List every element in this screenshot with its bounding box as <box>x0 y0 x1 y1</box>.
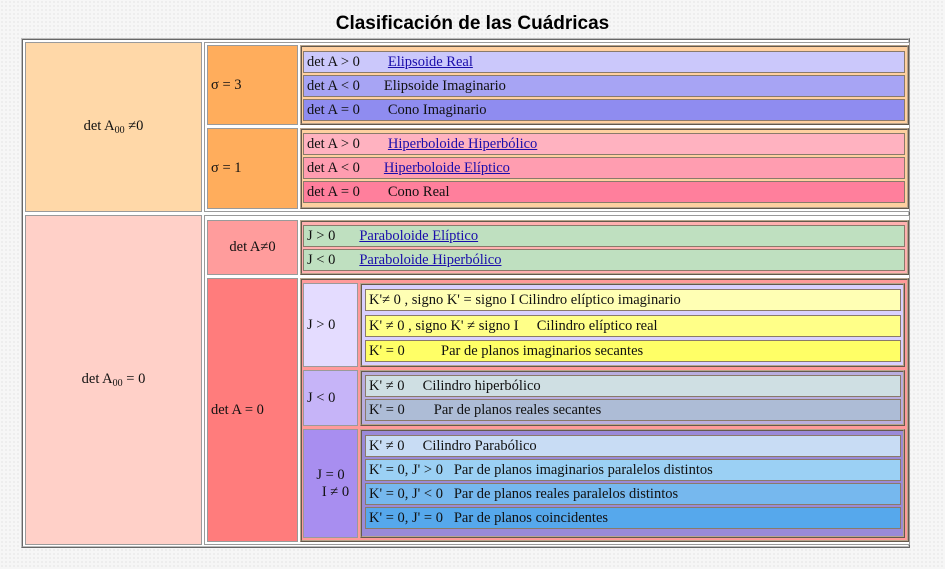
det-a00-zero-cell <box>25 215 202 545</box>
link-paraboloide-eliptico[interactable]: Paraboloide Elíptico <box>359 227 479 244</box>
det-a00-zero-label: $\det A_{00} = 0$ <box>81 371 146 389</box>
row-condition: det A > 0 <box>307 53 360 70</box>
row-hiperboloide-hiperbolico <box>303 133 905 155</box>
row-result: Cono Real <box>387 183 450 200</box>
page-title: Clasificación de las Cuádricas <box>335 13 610 34</box>
link-paraboloide-hiperbolico[interactable]: Paraboloide Hiperbólico <box>359 251 502 268</box>
row-condition: J < 0 <box>307 251 336 268</box>
j-positive-cell: J > 0 <box>303 283 358 367</box>
row-hiperboloide-eliptico <box>303 157 905 179</box>
row-condition: det A < 0 <box>307 159 360 176</box>
row-cilindro-parabolico: K' ≠ 0 Cilindro Parabólico <box>365 435 901 457</box>
row-paraboloide-hiperbolico <box>303 249 905 271</box>
row-planos-reales-secantes: K' = 0 Par de planos reales secantes <box>365 399 901 421</box>
det-a00-nonzero-label: $\det A_{00} \ne 0$ <box>83 118 144 136</box>
row-cilindro-eliptico-imaginario: K'≠ 0 , signo K' = signo I Cilindro elíptico imaginario <box>365 289 901 311</box>
row-condition: det A < 0 <box>307 77 360 94</box>
row-planos-imaginarios-secantes: K' = 0 Par de planos imaginarios secantes <box>365 340 901 362</box>
row-condition: J > 0 <box>307 227 336 244</box>
j-negative-cell: J < 0 <box>303 370 358 426</box>
link-hiperboloide-hiperbolico[interactable]: Hiperboloide Hiperbólico <box>387 135 538 152</box>
det-a-zero-cell: det A = 0 <box>207 278 298 542</box>
row-cilindro-hiperbolico: K' ≠ 0 Cilindro hiperbólico <box>365 375 901 397</box>
row-planos-reales-paralelos: K' = 0, J' < 0 Par de planos reales paralelos distintos <box>365 483 901 505</box>
row-cono-imaginario <box>303 99 905 121</box>
j-zero-cell: J = 0 I ≠ 0 <box>303 429 358 538</box>
row-cono-real <box>303 181 905 203</box>
row-condition: det A = 0 <box>307 101 360 118</box>
row-elipsoide-real <box>303 51 905 73</box>
sigma-1-cell: σ = 1 <box>207 128 298 209</box>
row-elipsoide-imaginario <box>303 75 905 97</box>
row-planos-coincidentes: K' = 0, J' = 0 Par de planos coincidentes <box>365 507 901 529</box>
row-cilindro-eliptico-real: K' ≠ 0 , signo K' ≠ signo I Cilindro elíptico real <box>365 315 901 337</box>
link-hiperboloide-eliptico[interactable]: Hiperboloide Elíptico <box>383 159 510 176</box>
det-a-nonzero-cell: det A≠0 <box>207 220 298 275</box>
row-condition: det A > 0 <box>307 135 360 152</box>
row-result: Cono Imaginario <box>387 101 487 118</box>
row-result: Elipsoide Imaginario <box>383 77 506 94</box>
det-a00-nonzero-cell <box>25 42 202 212</box>
row-condition: det A = 0 <box>307 183 360 200</box>
row-planos-imaginarios-paralelos: K' = 0, J' > 0 Par de planos imaginarios paralelos distintos <box>365 459 901 481</box>
row-paraboloide-eliptico <box>303 225 905 247</box>
sigma-3-cell: σ = 3 <box>207 45 298 125</box>
link-elipsoide-real[interactable]: Elipsoide Real <box>387 53 473 70</box>
